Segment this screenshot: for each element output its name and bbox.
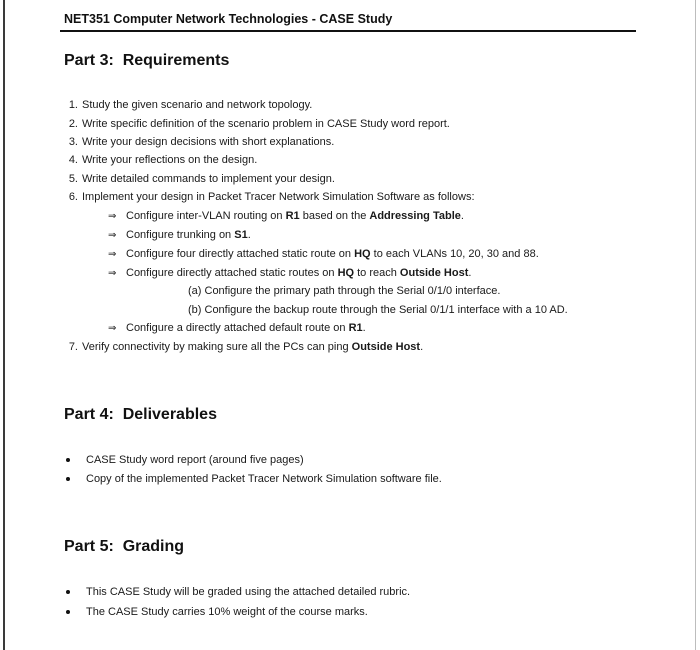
subitem-text: Configure trunking on [126,229,235,241]
bullet-icon [66,458,70,462]
item-text: Write your reflections on the design. [82,154,258,166]
subitem-bold: Outside Host [399,267,469,279]
page-left-edge [3,0,5,650]
item-number: 6. [68,191,78,203]
subitem-text: . [247,229,251,241]
subitem-text: to each VLANs 10, 20, 30 and 88. [370,248,539,260]
page-right-edge [695,0,696,650]
bullet-icon [66,610,70,614]
subitem-text: Configure four directly attached static route on [126,248,355,260]
subitem-static-routes [108,247,539,262]
item-text-part: . [420,341,424,353]
subitem-bold: Addressing Table [369,210,461,222]
arrow-right-icon: ⇒ [108,323,117,334]
item-text [82,340,423,354]
subitem-text: Configure directly attached static routes on [126,267,338,279]
subitem-bold: HQ [354,248,371,260]
item-text: The CASE Study carries 10% weight of the course marks. [86,606,368,618]
subitem-bold: R1 [285,210,300,222]
subitem-text: to reach [354,267,400,279]
subitem-text: . [362,322,366,334]
subitem-text: based on the [299,210,370,222]
part4-heading: Part 4: Deliverables [64,406,217,423]
item-text: Write your design decisions with short explanations. [82,136,335,148]
part5-heading: Part 5: Grading [64,538,185,555]
subitem-backup-route: (b) Configure the backup route through the Serial 0/1/1 interface with a 10 AD. [188,304,568,316]
subitem-text: . [468,267,472,279]
part3-heading: Part 3: Requirements [64,52,230,69]
item-text: Copy of the implemented Packet Tracer Network Simulation software file. [86,473,442,485]
item-number: 1. [68,99,78,111]
subitem-inter-vlan [108,209,464,224]
bullet-icon [66,477,70,481]
item-text: Implement your design in Packet Tracer Network Simulation Software as follows: [82,191,475,203]
item-number: 3. [68,136,78,148]
document-header: NET351 Computer Network Technologies - CASE Study [64,12,393,26]
header-rule [60,30,636,32]
subitem-text: Configure inter-VLAN routing on [126,210,286,222]
item-text: Study the given scenario and network topology. [82,99,313,111]
item-text: This CASE Study will be graded using the attached detailed rubric. [86,586,411,598]
arrow-right-icon: ⇒ [108,249,117,260]
item-text-part: Verify connectivity by making sure all the PCs can ping [82,341,352,353]
subitem-text: Configure a directly attached default route on [126,322,349,334]
item-bold: Outside Host [351,341,421,353]
subitem-default-route [108,321,366,336]
subitem-primary-path: (a) Configure the primary path through the Serial 0/1/0 interface. [188,285,501,297]
subitem-trunking [108,228,251,243]
subitem-bold: S1 [234,229,248,241]
item-text: Write detailed commands to implement your design. [82,173,335,185]
arrow-right-icon: ⇒ [108,268,117,279]
item-number: 4. [68,154,78,166]
bullet-icon [66,590,70,594]
item-number: 7. [68,341,78,353]
item-text: CASE Study word report (around five pages) [86,454,304,466]
item-number: 5. [68,173,78,185]
arrow-right-icon: ⇒ [108,230,117,241]
arrow-right-icon: ⇒ [108,211,117,222]
subitem-text: . [460,210,464,222]
subitem-bold: HQ [337,267,355,279]
item-number: 2. [68,118,78,130]
item-text: Write specific definition of the scenario problem in CASE Study word report. [82,118,450,130]
subitem-bold: R1 [348,322,363,334]
subitem-outside-host-routes [108,266,471,281]
